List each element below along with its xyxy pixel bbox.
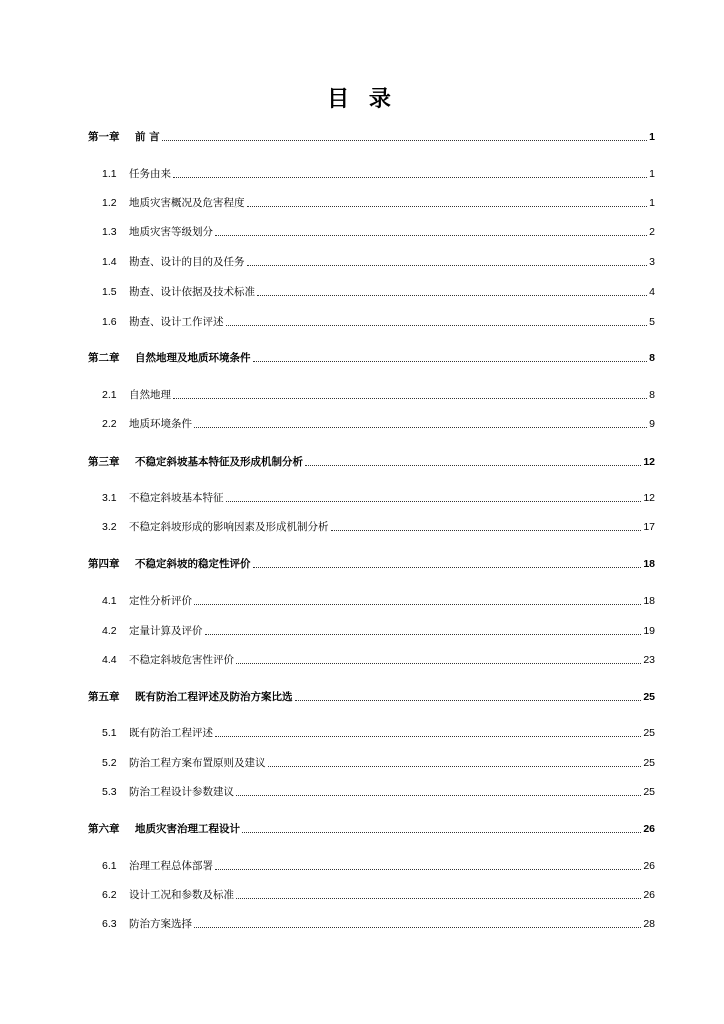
entry-label: 不稳定斜坡形成的影响因素及形成机制分析 [129, 521, 329, 533]
entry-page: 8 [649, 352, 655, 364]
entry-label: 设计工况和参数及标准 [129, 889, 234, 901]
entry-number: 第四章 [88, 558, 120, 570]
leader-dots [215, 736, 641, 737]
entry-label: 自然地理及地质环境条件 [135, 352, 251, 364]
entry-page: 25 [643, 727, 655, 739]
entry-label: 地质灾害等级划分 [129, 226, 213, 238]
toc-entry-chapter-4[interactable] [88, 551, 655, 571]
entry-label: 不稳定斜坡基本特征 [129, 492, 224, 504]
toc-entry-section-2-1[interactable] [102, 382, 655, 402]
entry-page: 12 [643, 492, 655, 504]
leader-dots [236, 795, 641, 796]
entry-page: 12 [643, 456, 655, 468]
entry-number: 第一章 [88, 131, 120, 143]
entry-page: 8 [649, 389, 655, 401]
entry-page: 25 [643, 691, 655, 703]
entry-label: 定性分析评价 [129, 595, 192, 607]
entry-page: 2 [649, 226, 655, 238]
toc-entry-section-6-3[interactable] [102, 911, 655, 931]
entry-page: 23 [643, 654, 655, 666]
entry-number: 5.3 [102, 786, 117, 798]
leader-dots [194, 427, 647, 428]
toc-entry-section-1-3[interactable] [102, 219, 655, 239]
leader-dots [305, 465, 641, 466]
entry-number: 1.1 [102, 168, 117, 180]
entry-page: 1 [649, 197, 655, 209]
toc-entry-section-5-3[interactable] [102, 779, 655, 799]
toc-entry-section-1-1[interactable] [102, 161, 655, 181]
entry-number: 1.2 [102, 197, 117, 209]
leader-dots [236, 663, 641, 664]
entry-label: 既有防治工程评述 [129, 727, 213, 739]
leader-dots [331, 530, 642, 531]
entry-label: 勘查、设计的目的及任务 [129, 256, 245, 268]
toc-entry-section-5-2[interactable] [102, 750, 655, 770]
entry-page: 25 [643, 757, 655, 769]
leader-dots [194, 604, 641, 605]
leader-dots [257, 295, 647, 296]
leader-dots [194, 927, 641, 928]
entry-number: 5.1 [102, 727, 117, 739]
entry-page: 4 [649, 286, 655, 298]
entry-label: 任务由来 [129, 168, 171, 180]
leader-dots [236, 898, 641, 899]
entry-number: 第二章 [88, 352, 120, 364]
entry-number: 1.5 [102, 286, 117, 298]
toc-entry-section-4-1[interactable] [102, 588, 655, 608]
toc-entry-chapter-1[interactable] [88, 124, 655, 144]
toc-entry-section-1-4[interactable] [102, 249, 655, 269]
entry-number: 6.3 [102, 918, 117, 930]
leader-dots [173, 177, 647, 178]
entry-number: 6.1 [102, 860, 117, 872]
toc-entry-section-4-2[interactable] [102, 618, 655, 638]
toc-entry-section-3-2[interactable] [102, 514, 655, 534]
toc-entry-section-1-5[interactable] [102, 279, 655, 299]
entry-page: 19 [643, 625, 655, 637]
entry-label: 防治方案选择 [129, 918, 192, 930]
leader-dots [226, 501, 642, 502]
leader-dots [253, 361, 648, 362]
toc-entry-section-1-6[interactable] [102, 309, 655, 329]
entry-label: 既有防治工程评述及防治方案比选 [135, 691, 293, 703]
entry-page: 26 [643, 823, 655, 835]
toc-entry-section-5-1[interactable] [102, 720, 655, 740]
toc-entry-section-4-4[interactable] [102, 647, 655, 667]
entry-page: 18 [643, 558, 655, 570]
entry-label: 地质灾害治理工程设计 [135, 823, 240, 835]
entry-page: 18 [643, 595, 655, 607]
entry-label: 不稳定斜坡的稳定性评价 [135, 558, 251, 570]
entry-page: 1 [649, 131, 655, 143]
entry-number: 1.3 [102, 226, 117, 238]
leader-dots [226, 325, 648, 326]
leader-dots [215, 869, 641, 870]
toc-entry-chapter-3[interactable] [88, 449, 655, 469]
entry-label: 治理工程总体部署 [129, 860, 213, 872]
toc-entry-section-3-1[interactable] [102, 485, 655, 505]
entry-page: 1 [649, 168, 655, 180]
entry-number: 3.2 [102, 521, 117, 533]
leader-dots [295, 700, 642, 701]
entry-label: 不稳定斜坡基本特征及形成机制分析 [135, 456, 303, 468]
leader-dots [242, 832, 641, 833]
toc-entry-chapter-5[interactable] [88, 684, 655, 704]
toc-entry-section-1-2[interactable] [102, 190, 655, 210]
entry-label: 防治工程设计参数建议 [129, 786, 234, 798]
entry-number: 2.1 [102, 389, 117, 401]
entry-number: 1.6 [102, 316, 117, 328]
toc-entry-chapter-6[interactable] [88, 816, 655, 836]
entry-label: 定量计算及评价 [129, 625, 203, 637]
entry-number: 1.4 [102, 256, 117, 268]
entry-label: 勘查、设计依据及技术标准 [129, 286, 255, 298]
leader-dots [162, 140, 648, 141]
entry-number: 4.2 [102, 625, 117, 637]
entry-page: 28 [643, 918, 655, 930]
entry-label: 前 言 [135, 131, 160, 143]
toc-entry-section-6-1[interactable] [102, 853, 655, 873]
entry-page: 26 [643, 860, 655, 872]
leader-dots [247, 265, 648, 266]
entry-page: 26 [643, 889, 655, 901]
entry-label: 自然地理 [129, 389, 171, 401]
entry-number: 第六章 [88, 823, 120, 835]
entry-label: 地质环境条件 [129, 418, 192, 430]
entry-number: 第五章 [88, 691, 120, 703]
entry-number: 5.2 [102, 757, 117, 769]
leader-dots [215, 235, 647, 236]
entry-number: 3.1 [102, 492, 117, 504]
entry-number: 第三章 [88, 456, 120, 468]
entry-number: 2.2 [102, 418, 117, 430]
entry-label: 防治工程方案布置原则及建议 [129, 757, 266, 769]
entry-page: 25 [643, 786, 655, 798]
leader-dots [205, 634, 642, 635]
entry-number: 6.2 [102, 889, 117, 901]
leader-dots [253, 567, 642, 568]
leader-dots [173, 398, 647, 399]
toc-entry-section-6-2[interactable] [102, 882, 655, 902]
entry-label: 不稳定斜坡危害性评价 [129, 654, 234, 666]
leader-dots [268, 766, 642, 767]
entry-number: 4.1 [102, 595, 117, 607]
leader-dots [247, 206, 648, 207]
toc-entry-chapter-2[interactable] [88, 345, 655, 365]
entry-number: 4.4 [102, 654, 117, 666]
toc-title: 目 录 [327, 87, 397, 112]
entry-label: 地质灾害概况及危害程度 [129, 197, 245, 209]
toc-entry-section-2-2[interactable] [102, 411, 655, 431]
entry-page: 9 [649, 418, 655, 430]
entry-page: 5 [649, 316, 655, 328]
entry-label: 勘查、设计工作评述 [129, 316, 224, 328]
entry-page: 17 [643, 521, 655, 533]
entry-page: 3 [649, 256, 655, 268]
